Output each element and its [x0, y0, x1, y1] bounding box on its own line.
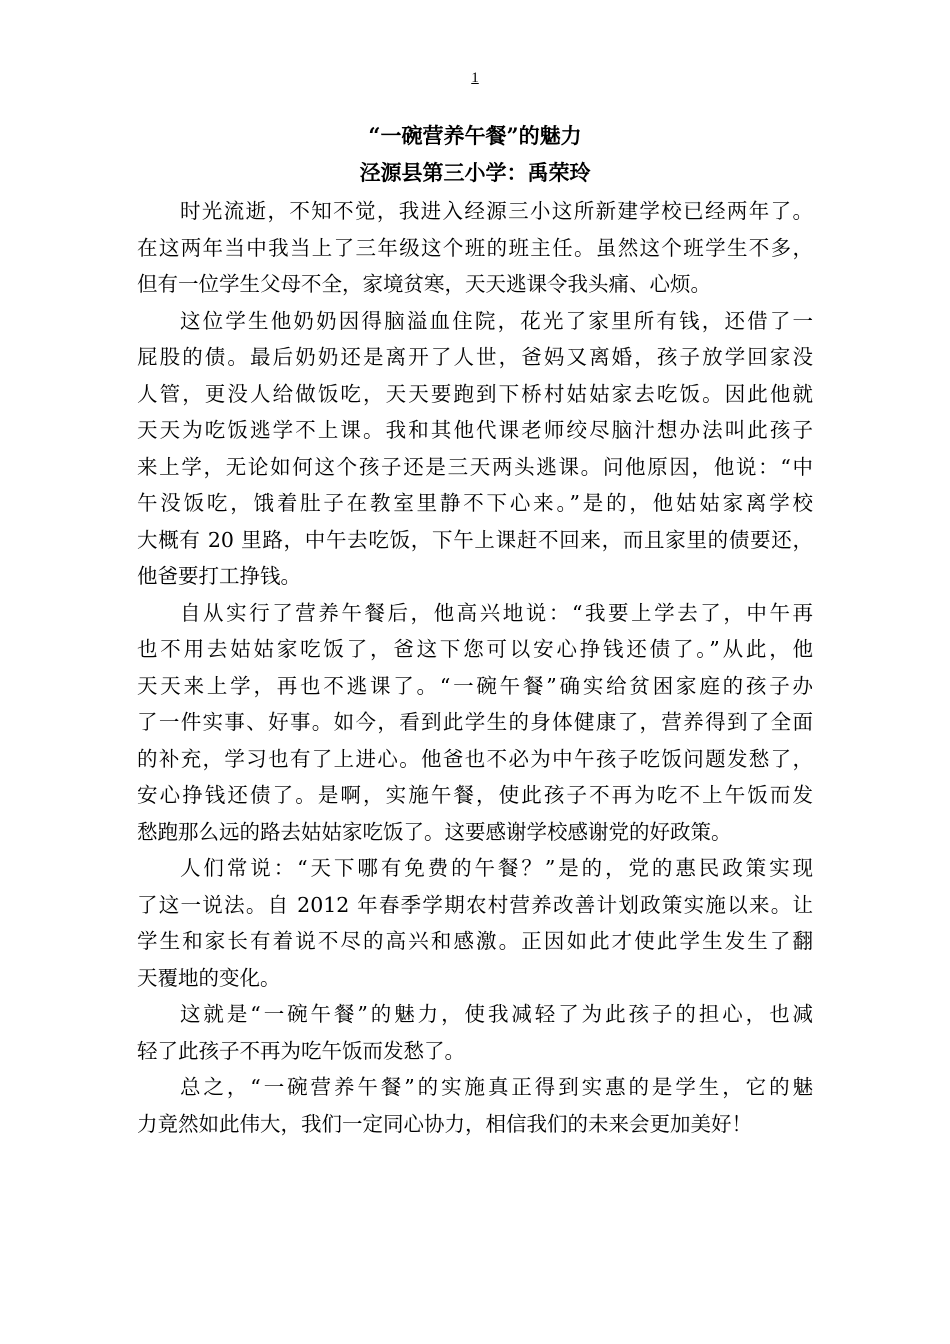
- page-number: 1: [471, 70, 479, 86]
- paragraph-line: 大概有 20 里路，中午去吃饭，下午上课赶不回来，而且家里的债要还，: [137, 527, 813, 552]
- document-author: 泾源县第三小学：禹荣玲: [359, 160, 591, 185]
- paragraph-line: 这位学生他奶奶因得脑溢血住院，花光了家里所有钱，还借了一: [180, 308, 813, 333]
- paragraph-line: 总之，“一碗营养午餐”的实施真正得到实惠的是学生，它的魅: [180, 1075, 813, 1099]
- paragraph-line: 他爸要打工挣钱。: [137, 564, 301, 588]
- paragraph-line: 了这一说法。自 2012 年春季学期农村营养改善计划政策实施以来。让: [137, 892, 813, 917]
- paragraph-line: 愁跑那么远的路去姑姑家吃饭了。这要感谢学校感谢党的好政策。: [137, 819, 732, 844]
- paragraph-line: 安心挣钱还债了。是啊，实施午餐，使此孩子不再为吃不上午饭而发: [137, 783, 813, 807]
- paragraph-line: 天天来上学，再也不逃课了。“一碗午餐”确实给贫困家庭的孩子办: [137, 673, 813, 698]
- paragraph-line: 学生和家长有着说不尽的高兴和感激。正因如此才使此学生发生了翻: [137, 929, 813, 953]
- body-paragraph: [137, 1069, 813, 1142]
- paragraph-line: 这就是“一碗午餐”的魅力，使我减轻了为此孩子的担心，也减: [180, 1002, 813, 1026]
- paragraph-line: 人管，更没人给做饭吃，天天要跑到下桥村姑姑家去吃饭。因此他就: [137, 381, 813, 406]
- body-paragraph: [137, 850, 813, 996]
- paragraph-line: 天天为吃饭逃学不上课。我和其他代课老师绞尽脑汁想办法叫此孩子: [137, 418, 813, 442]
- paragraph-line: 自从实行了营养午餐后，他高兴地说：“我要上学去了，中午再: [180, 600, 813, 625]
- paragraph-line: 人们常说：“天下哪有免费的午餐？”是的，党的惠民政策实现: [180, 856, 813, 880]
- paragraph-line: 来上学，无论如何这个孩子还是三天两头逃课。问他原因，他说：“中: [137, 454, 813, 479]
- body-paragraph: [137, 193, 813, 303]
- body-paragraph: [137, 996, 813, 1069]
- paragraph-line: 在这两年当中我当上了三年级这个班的班主任。虽然这个班学生不多，: [137, 235, 813, 260]
- paragraph-line: 也不用去姑姑家吃饭了，爸这下您可以安心挣钱还债了。”从此，他: [137, 637, 813, 661]
- body-paragraph: [137, 595, 813, 851]
- paragraph-line: 轻了此孩子不再为吃午饭而发愁了。: [137, 1038, 465, 1063]
- paragraph-line: 午没饭吃，饿着肚子在教室里静不下心来。”是的，他姑姑家离学校: [137, 491, 813, 515]
- paragraph-line: 力竟然如此伟大，我们一定同心协力，相信我们的未来会更加美好！: [137, 1111, 752, 1136]
- body-paragraph: [137, 303, 813, 595]
- paragraph-line: 的补充，学习也有了上进心。他爸也不必为中午孩子吃饭问题发愁了，: [137, 746, 813, 771]
- paragraph-line: 时光流逝，不知不觉，我进入经源三小这所新建学校已经两年了。: [180, 199, 813, 223]
- document-body: [137, 193, 813, 1142]
- paragraph-line: 但有一位学生父母不全，家境贫寒，天天逃课令我头痛、心烦。: [137, 272, 711, 296]
- paragraph-line: 了一件实事、好事。如今，看到此学生的身体健康了，营养得到了全面: [137, 710, 813, 734]
- paragraph-line: 天覆地的变化。: [137, 965, 281, 990]
- paragraph-line: 屁股的债。最后奶奶还是离开了人世，爸妈又离婚，孩子放学回家没: [137, 345, 813, 369]
- document-title: “一碗营养午餐”的魅力: [368, 123, 582, 148]
